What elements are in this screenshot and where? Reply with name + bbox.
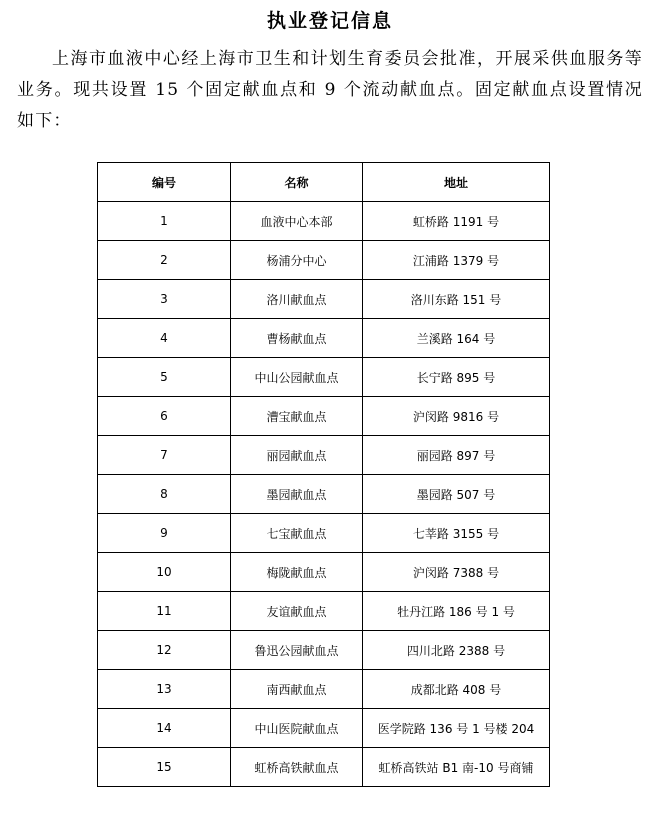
- cell-address: 墨园路 507 号: [363, 475, 550, 514]
- cell-address: 七莘路 3155 号: [363, 514, 550, 553]
- cell-name: 鲁迅公园献血点: [231, 631, 363, 670]
- cell-number: 6: [98, 397, 231, 436]
- cell-name: 友谊献血点: [231, 592, 363, 631]
- cell-address: 沪闵路 9816 号: [363, 397, 550, 436]
- table-row: [98, 631, 550, 670]
- cell-number: 14: [98, 709, 231, 748]
- table-row: [98, 241, 550, 280]
- cell-number: 1: [98, 202, 231, 241]
- table-row: [98, 280, 550, 319]
- cell-number: 8: [98, 475, 231, 514]
- cell-number: 2: [98, 241, 231, 280]
- cell-name: 梅陇献血点: [231, 553, 363, 592]
- cell-address: 虹桥路 1191 号: [363, 202, 550, 241]
- table-row: [98, 592, 550, 631]
- cell-address: 洛川东路 151 号: [363, 280, 550, 319]
- cell-number: 11: [98, 592, 231, 631]
- cell-address: 四川北路 2388 号: [363, 631, 550, 670]
- cell-name: 墨园献血点: [231, 475, 363, 514]
- cell-name: 中山医院献血点: [231, 709, 363, 748]
- cell-number: 10: [98, 553, 231, 592]
- cell-address: 兰溪路 164 号: [363, 319, 550, 358]
- cell-number: 15: [98, 748, 231, 787]
- cell-number: 12: [98, 631, 231, 670]
- cell-name: 丽园献血点: [231, 436, 363, 475]
- cell-address: 长宁路 895 号: [363, 358, 550, 397]
- cell-name: 曹杨献血点: [231, 319, 363, 358]
- table-row: [98, 514, 550, 553]
- table-row: [98, 319, 550, 358]
- header-address: 地址: [363, 163, 550, 202]
- cell-number: 9: [98, 514, 231, 553]
- cell-address: 虹桥高铁站 B1 南-10 号商铺: [363, 748, 550, 787]
- cell-name: 南西献血点: [231, 670, 363, 709]
- cell-number: 13: [98, 670, 231, 709]
- intro-paragraph: 上海市血液中心经上海市卫生和计划生育委员会批准，开展采供血服务等业务。现共设置 15 个固定献血点和 9 个流动献血点。固定献血点设置情况如下：: [17, 49, 643, 131]
- cell-name: 虹桥高铁献血点: [231, 748, 363, 787]
- cell-address: 牡丹江路 186 号 1 号: [363, 592, 550, 631]
- header-name: 名称: [231, 163, 363, 202]
- table-row: [98, 397, 550, 436]
- table-row: [98, 709, 550, 748]
- cell-name: 漕宝献血点: [231, 397, 363, 436]
- cell-name: 血液中心本部: [231, 202, 363, 241]
- cell-name: 中山公园献血点: [231, 358, 363, 397]
- cell-address: 成都北路 408 号: [363, 670, 550, 709]
- table-header-row: [98, 163, 550, 202]
- cell-address: 沪闵路 7388 号: [363, 553, 550, 592]
- table-row: [98, 358, 550, 397]
- page-title: 执业登记信息: [266, 10, 393, 32]
- cell-name: 七宝献血点: [231, 514, 363, 553]
- table-row: [98, 436, 550, 475]
- table-row: [98, 748, 550, 787]
- table-row: [98, 475, 550, 514]
- table-row: [98, 670, 550, 709]
- cell-name: 杨浦分中心: [231, 241, 363, 280]
- cell-address: 丽园路 897 号: [363, 436, 550, 475]
- table-row: [98, 553, 550, 592]
- table-row: [98, 202, 550, 241]
- cell-number: 4: [98, 319, 231, 358]
- blood-donation-sites-table: [97, 162, 550, 787]
- cell-address: 江浦路 1379 号: [363, 241, 550, 280]
- cell-number: 5: [98, 358, 231, 397]
- header-number: 编号: [98, 163, 231, 202]
- cell-number: 7: [98, 436, 231, 475]
- cell-name: 洛川献血点: [231, 280, 363, 319]
- cell-address: 医学院路 136 号 1 号楼 204: [363, 709, 550, 748]
- cell-number: 3: [98, 280, 231, 319]
